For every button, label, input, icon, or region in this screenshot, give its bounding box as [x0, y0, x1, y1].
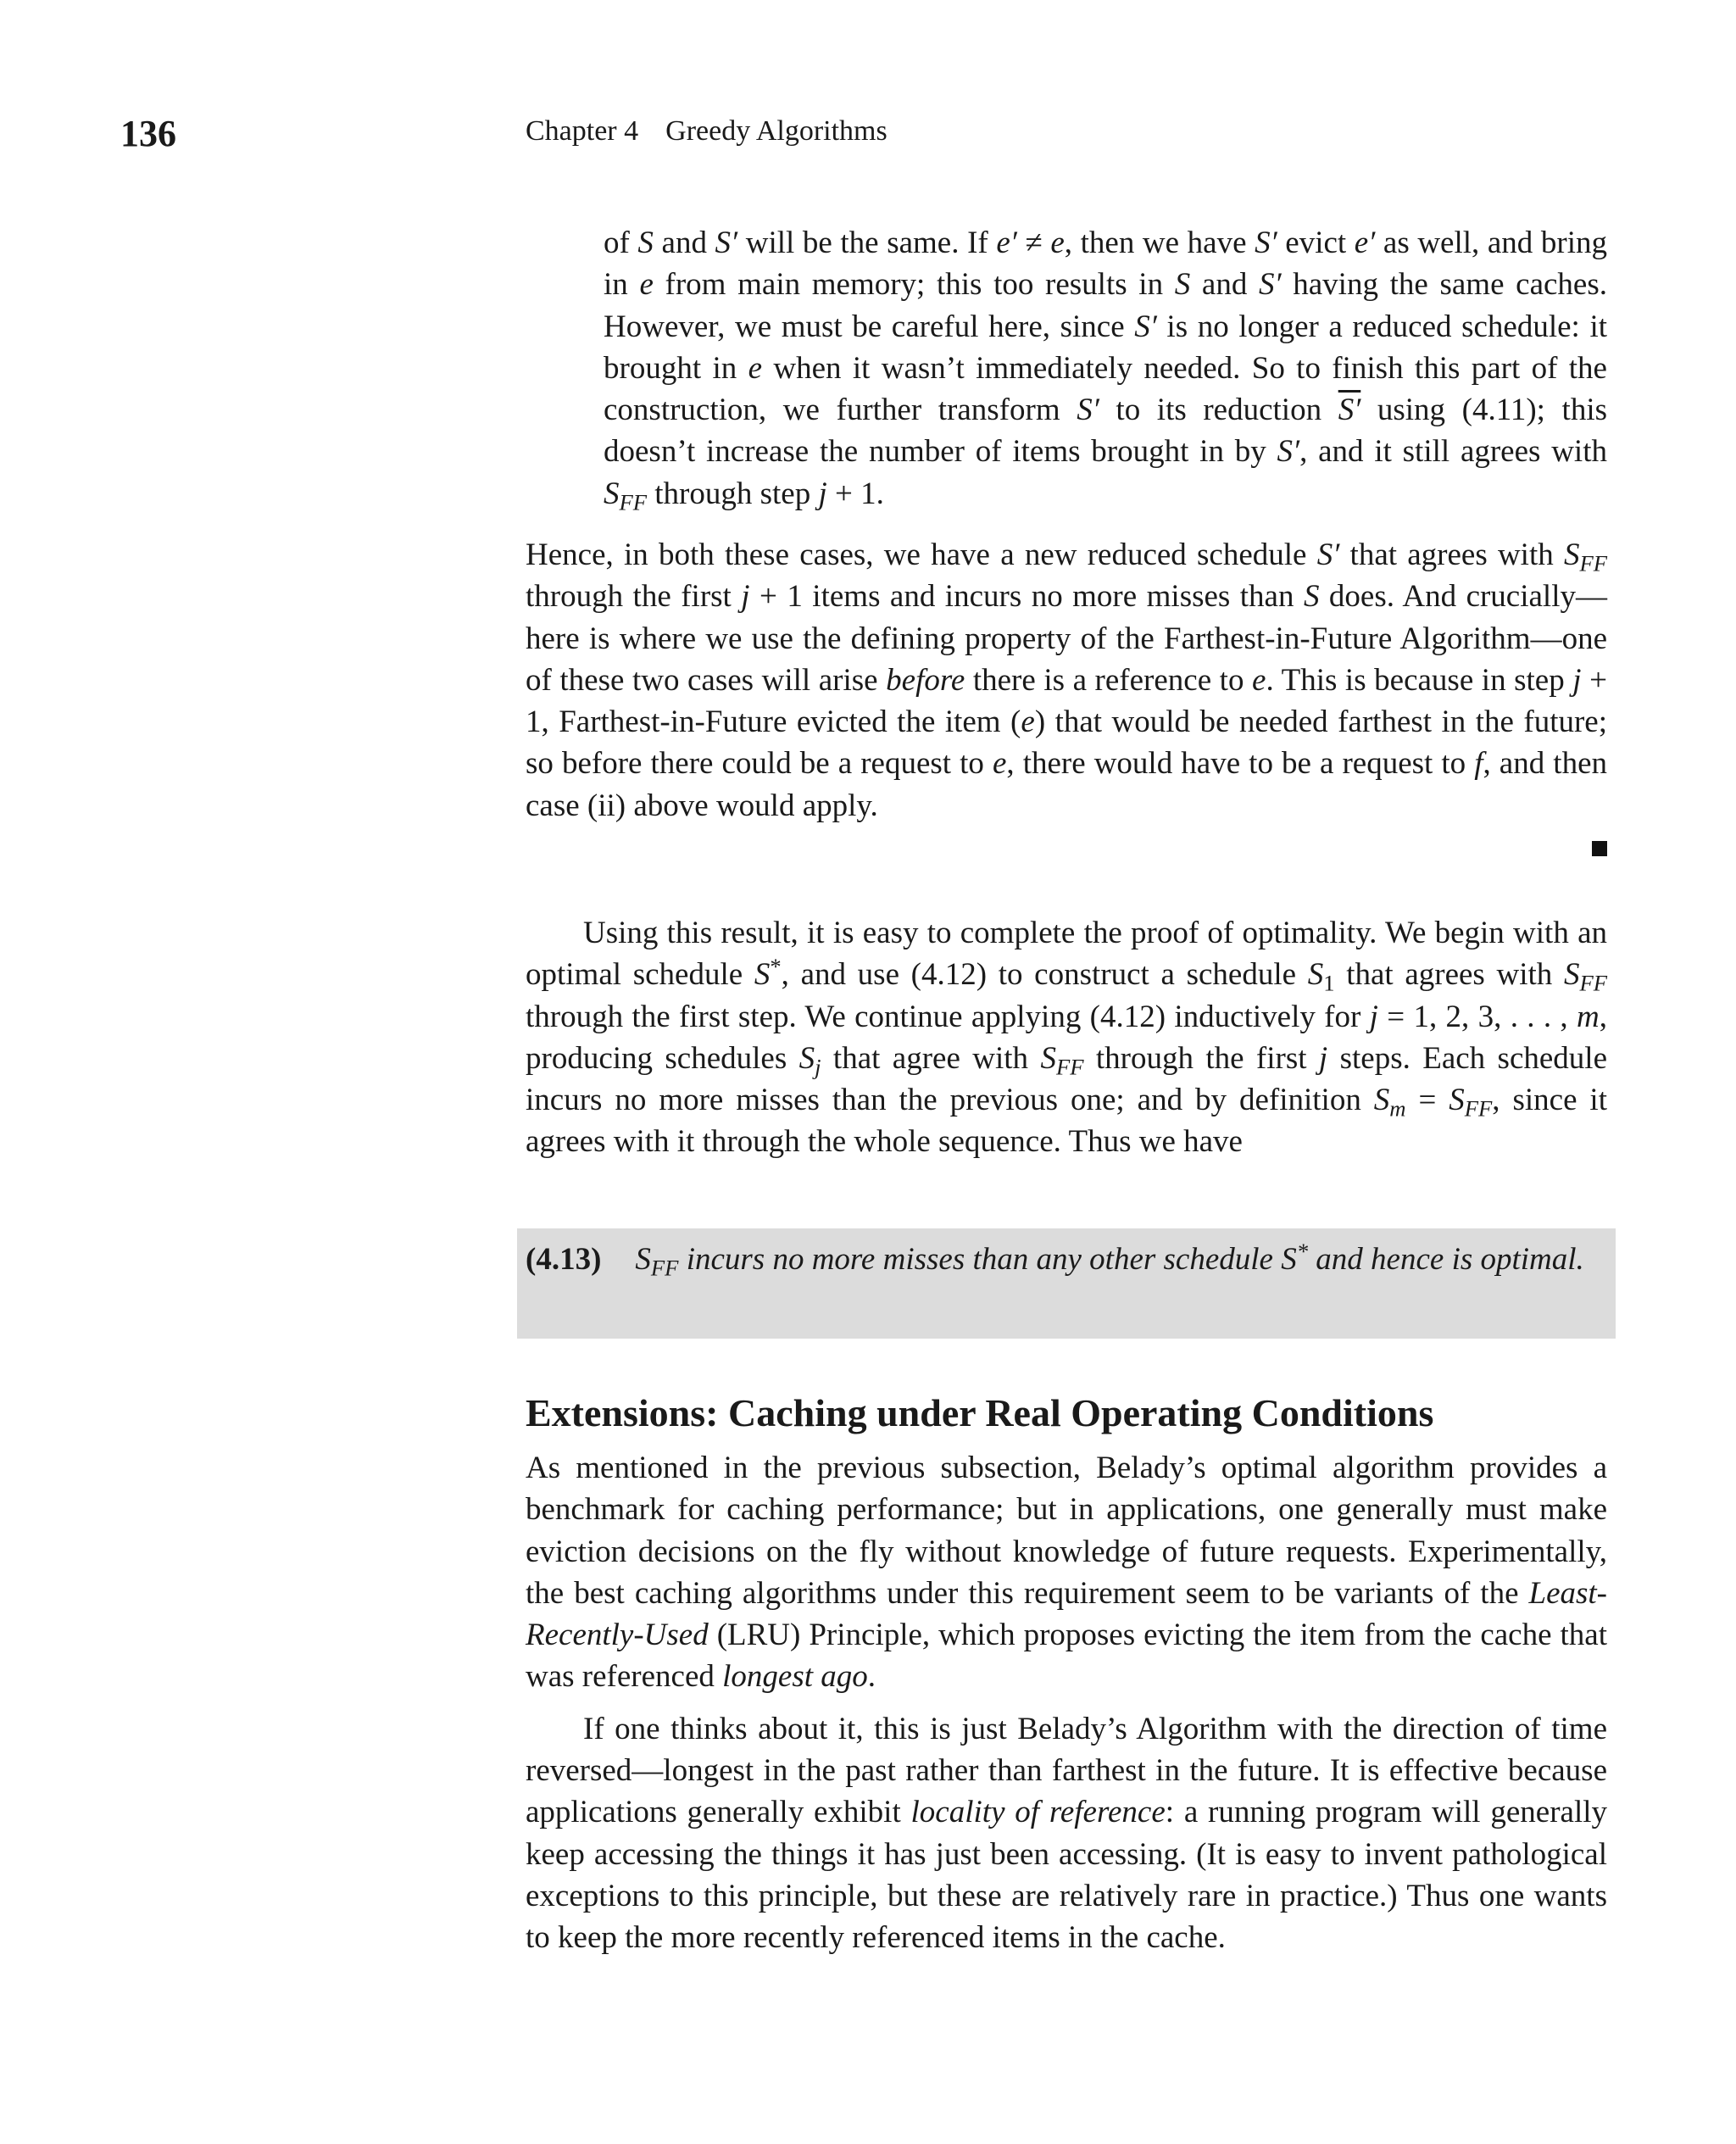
- text-run: incurs no more misses than any other schedule: [678, 1242, 1282, 1277]
- text-run: evict: [1277, 226, 1355, 260]
- text-run: that agree with: [821, 1040, 1041, 1076]
- math-symbol: e: [748, 350, 763, 386]
- text-run: will be the same. If: [737, 226, 997, 260]
- math-subscript: 1: [1323, 970, 1335, 996]
- math-symbol: S: [1449, 1083, 1465, 1118]
- math-symbol: e: [1050, 226, 1065, 260]
- math-subscript: m: [1389, 1095, 1406, 1122]
- section-heading: Extensions: Caching under Real Operating Conditions: [526, 1391, 1434, 1434]
- end-of-proof-square: [1592, 841, 1607, 856]
- emphasis: Least-Recently-Used: [526, 1575, 1607, 1653]
- math-symbol: S′: [715, 226, 738, 260]
- math-symbol: S: [1174, 267, 1191, 303]
- text-run: Using this result, it is easy to complete the proof of optimality. We begin with an optimal schedule: [526, 916, 1607, 993]
- text-run: and: [653, 226, 715, 260]
- text-run: ) that would be needed farthest in the future; so before there could be a request to: [526, 704, 1608, 782]
- text-run: is no longer a reduced schedule: it brought in: [604, 309, 1607, 386]
- math-symbol: f: [1474, 746, 1483, 782]
- math-symbol: S′: [1259, 267, 1282, 303]
- text-run: and hence is optimal.: [1308, 1242, 1584, 1277]
- math-symbol: S: [1563, 957, 1580, 993]
- text-run: and: [1190, 267, 1259, 303]
- math-symbol: e: [992, 746, 1007, 782]
- text-run: as well, and bring in: [604, 226, 1607, 303]
- extensions-section-body: [526, 1447, 1607, 1959]
- text-run: + 1 items and incurs no more misses than: [749, 579, 1304, 615]
- math-symbol: S: [637, 226, 654, 260]
- math-symbol: j: [1318, 1040, 1328, 1076]
- paragraph-text: [526, 1447, 1607, 1698]
- text-run: , then we have: [1064, 226, 1255, 260]
- text-run: . This is because in step: [1266, 662, 1573, 698]
- text-run: to its reduction: [1099, 393, 1338, 428]
- text-run: , since it agrees with it through the whole sequence. Thus we have: [526, 1083, 1607, 1160]
- math-symbol-reduction: S′: [1338, 393, 1361, 428]
- math-symbol: e: [639, 267, 654, 303]
- text-run: = 1, 2, 3, . . . ,: [1377, 999, 1577, 1034]
- text-run: from main memory; this too results in: [653, 267, 1175, 303]
- math-symbol: e: [1252, 662, 1266, 698]
- math-superscript: *: [770, 954, 782, 980]
- text-run: (LRU) Principle, which proposes evicting the item from the cache that was referenced: [526, 1618, 1607, 1695]
- math-subscript: j: [815, 1054, 821, 1080]
- math-symbol: j: [1369, 999, 1378, 1034]
- emphasis: before: [886, 662, 965, 698]
- text-run: through step: [647, 476, 819, 511]
- math-subscript: FF: [1464, 1095, 1493, 1122]
- math-operator: =: [1405, 1083, 1449, 1118]
- math-subscript: FF: [619, 489, 648, 515]
- text-run: If one thinks about it, this is just Belady’s Algorithm with the direction of time reversed—longest in the past rather than farthest in the future. It is effective because applications generally exhibit: [526, 1711, 1607, 1830]
- emphasis: longest ago: [722, 1659, 868, 1695]
- theorem-number: (4.13): [526, 1242, 602, 1277]
- math-subscript: FF: [1579, 550, 1607, 576]
- math-symbol: S: [754, 957, 771, 993]
- paragraph-text: [526, 1708, 1607, 1959]
- text-run: , and then case (ii) above would apply.: [526, 746, 1607, 823]
- math-symbol: S: [1303, 579, 1320, 615]
- math-superscript: *: [1296, 1239, 1309, 1265]
- math-symbol: S: [798, 1040, 815, 1076]
- math-symbol: S: [1373, 1083, 1390, 1118]
- text-run: + 1.: [826, 476, 884, 511]
- math-symbol: S′: [1134, 309, 1157, 344]
- math-symbol: S: [635, 1242, 651, 1277]
- emphasis: locality of reference: [910, 1795, 1166, 1830]
- math-symbol: e′: [996, 226, 1017, 260]
- math-operator: ≠: [1016, 226, 1051, 260]
- math-symbol: j: [741, 579, 750, 615]
- page-number: 136: [120, 113, 176, 154]
- text-run: , and it still agrees with: [1299, 434, 1607, 470]
- math-symbol: e: [1021, 704, 1035, 740]
- text-run: Hence, in both these cases, we have a new reduced schedule: [526, 537, 1317, 572]
- math-symbol: S′: [1255, 226, 1277, 260]
- case-text: [604, 222, 1607, 515]
- text-run: when it wasn’t immediately needed. So to finish this part of the construction, we further transform: [604, 350, 1607, 428]
- text-run: , there would have to be a request to: [1006, 746, 1475, 782]
- indented-case-paragraph: [604, 222, 1607, 515]
- math-symbol: m: [1577, 999, 1600, 1034]
- text-run: through the first: [1083, 1040, 1319, 1076]
- optimality-paragraph: [526, 912, 1607, 1163]
- text-run: As mentioned in the previous subsection, Belady’s optimal algorithm provides a benchmark for caching performance; but in applications, one generally must make eviction decisions on the fly without knowledge of future requests. Experimentally, the best caching algorithms under this requirement seem to be variants of the: [526, 1451, 1607, 1611]
- math-symbol: S: [1281, 1242, 1297, 1277]
- math-subscript: FF: [650, 1255, 679, 1281]
- text-run: .: [867, 1659, 876, 1695]
- math-subscript: FF: [1055, 1054, 1084, 1080]
- math-symbol: S′: [1316, 537, 1340, 572]
- text-run: using (4.11); this doesn’t increase the number of items brought in by: [604, 393, 1608, 470]
- math-symbol: S: [1040, 1040, 1056, 1076]
- math-symbol: S′: [1277, 434, 1300, 470]
- text-run: steps. Each schedule incurs no more misses than the previous one; and by definition: [526, 1040, 1607, 1118]
- math-symbol: S′: [1077, 393, 1099, 428]
- math-symbol: e′: [1354, 226, 1376, 260]
- text-run: : a running program will generally keep accessing the things it has just been accessing. (It is easy to invent pathological exceptions to this principle, but these are relatively rare in practice.) Thus one wants to keep the more recently referenced items in the cache.: [526, 1795, 1608, 1956]
- text-run: + 1, Farthest-in-Future evicted the item (: [526, 662, 1607, 740]
- text-run: through the first step. We continue applying (4.12) inductively for: [526, 999, 1370, 1034]
- text-run: that agrees with: [1339, 537, 1564, 572]
- text-run: , producing schedules: [526, 999, 1607, 1076]
- text-run: having the same caches. However, we must be careful here, since: [604, 267, 1607, 344]
- text-run: through the first: [526, 579, 742, 615]
- math-symbol: j: [818, 476, 827, 511]
- math-symbol: j: [1572, 662, 1582, 698]
- math-symbol: S: [1563, 537, 1580, 572]
- chapter-label: Chapter 4: [526, 115, 639, 147]
- text-run: of: [604, 226, 638, 260]
- math-symbol: S: [604, 476, 620, 511]
- paragraph-text: [526, 534, 1607, 827]
- proof-conclusion-paragraph: [526, 534, 1607, 827]
- text-run: there is a reference to: [965, 662, 1253, 698]
- text-run: that agrees with: [1334, 957, 1564, 993]
- theorem-statement: [526, 1239, 1607, 1280]
- math-subscript: FF: [1579, 970, 1607, 996]
- math-symbol: S: [1307, 957, 1324, 993]
- paragraph-text: [526, 912, 1607, 1163]
- chapter-title: Greedy Algorithms: [665, 115, 887, 147]
- text-run: does. And crucially—here is where we use the defining property of the Farthest-in-Future Algorithm—one of these two cases will arise: [526, 579, 1607, 698]
- text-run: , and use (4.12) to construct a schedule: [781, 957, 1308, 993]
- running-head: [526, 115, 887, 148]
